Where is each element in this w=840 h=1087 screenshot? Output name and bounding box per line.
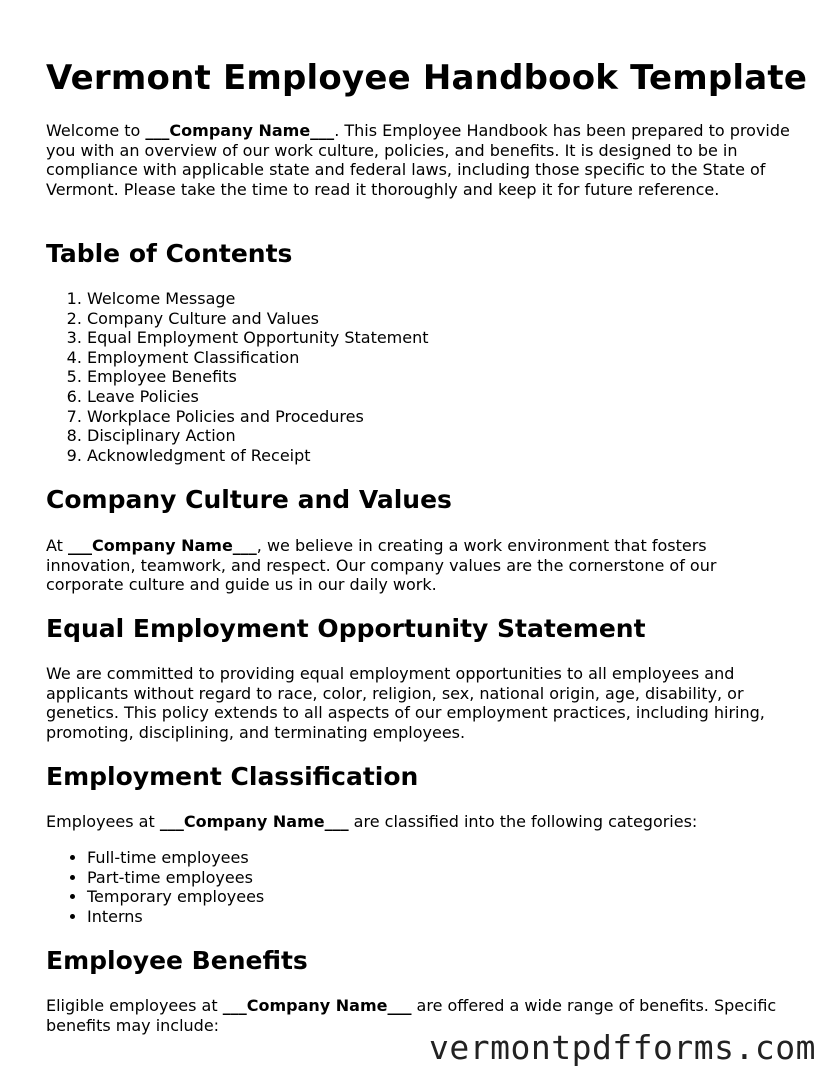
classification-text-end: are classified into the following categories: [348, 812, 698, 831]
culture-text-start: At [46, 536, 69, 555]
intro-text-start: Welcome to [46, 121, 146, 140]
toc-item: 8. Disciplinary Action [87, 426, 429, 446]
classification-item: • Part-time employees [87, 868, 264, 888]
toc-list [46, 289, 429, 465]
company-name-placeholder: ___Company Name___ [68, 536, 257, 555]
culture-paragraph [46, 536, 796, 595]
benefits-heading: Employee Benefits [46, 946, 308, 975]
classification-list [46, 848, 264, 926]
toc-item: 1. Welcome Message [87, 289, 429, 309]
classification-heading: Employment Classification [46, 762, 419, 791]
document-title: Vermont Employee Handbook Template [46, 58, 808, 98]
classification-paragraph [46, 812, 796, 832]
toc-item: 7. Workplace Policies and Procedures [87, 407, 429, 427]
classification-item: • Full-time employees [87, 848, 264, 868]
toc-item: 4. Employment Classification [87, 348, 429, 368]
toc-item: 6. Leave Policies [87, 387, 429, 407]
toc-item: 3. Equal Employment Opportunity Statement [87, 328, 429, 348]
intro-paragraph [46, 121, 796, 199]
company-name-placeholder: ___Company Name___ [145, 121, 335, 140]
classification-item: • Interns [87, 907, 264, 927]
toc-heading: Table of Contents [46, 239, 293, 268]
eeo-heading: Equal Employment Opportunity Statement [46, 614, 646, 643]
intro-text-end: . This Employee Handbook has been prepared to provide you with an overview of our work culture, policies, and benefits. It is designed to be in compliance with applicable state and federal laws, including those specific to the State of Vermont. Please take the time to read it thoroughly and keep it for future reference. [46, 121, 790, 199]
culture-text-end: , we believe in creating a work environment that fosters innovation, teamwork, and respect. Our company values are the cornerstone of our corporate culture and guide us in our daily work. [46, 536, 717, 595]
toc-item: 5. Employee Benefits [87, 367, 429, 387]
benefits-text-end: are offered a wide range of benefits. Specific benefits may include: [46, 996, 777, 1035]
company-name-placeholder: ___Company Name___ [222, 996, 412, 1015]
site-watermark: vermontpdfforms.com [429, 1028, 816, 1067]
classification-item: • Temporary employees [87, 887, 264, 907]
benefits-text-start: Eligible employees at [46, 996, 223, 1015]
company-name-placeholder: ___Company Name___ [159, 812, 349, 831]
culture-heading: Company Culture and Values [46, 485, 452, 514]
classification-text-start: Employees at [46, 812, 160, 831]
toc-item: 9. Acknowledgment of Receipt [87, 446, 429, 466]
toc-item: 2. Company Culture and Values [87, 309, 429, 329]
eeo-paragraph: We are committed to providing equal employment opportunities to all employees and applicants without regard to race, color, religion, sex, national origin, age, disability, or genetics. This policy extends to all aspects of our employment practices, including hiring, promoting, disciplining, and terminating employees. [46, 664, 765, 742]
